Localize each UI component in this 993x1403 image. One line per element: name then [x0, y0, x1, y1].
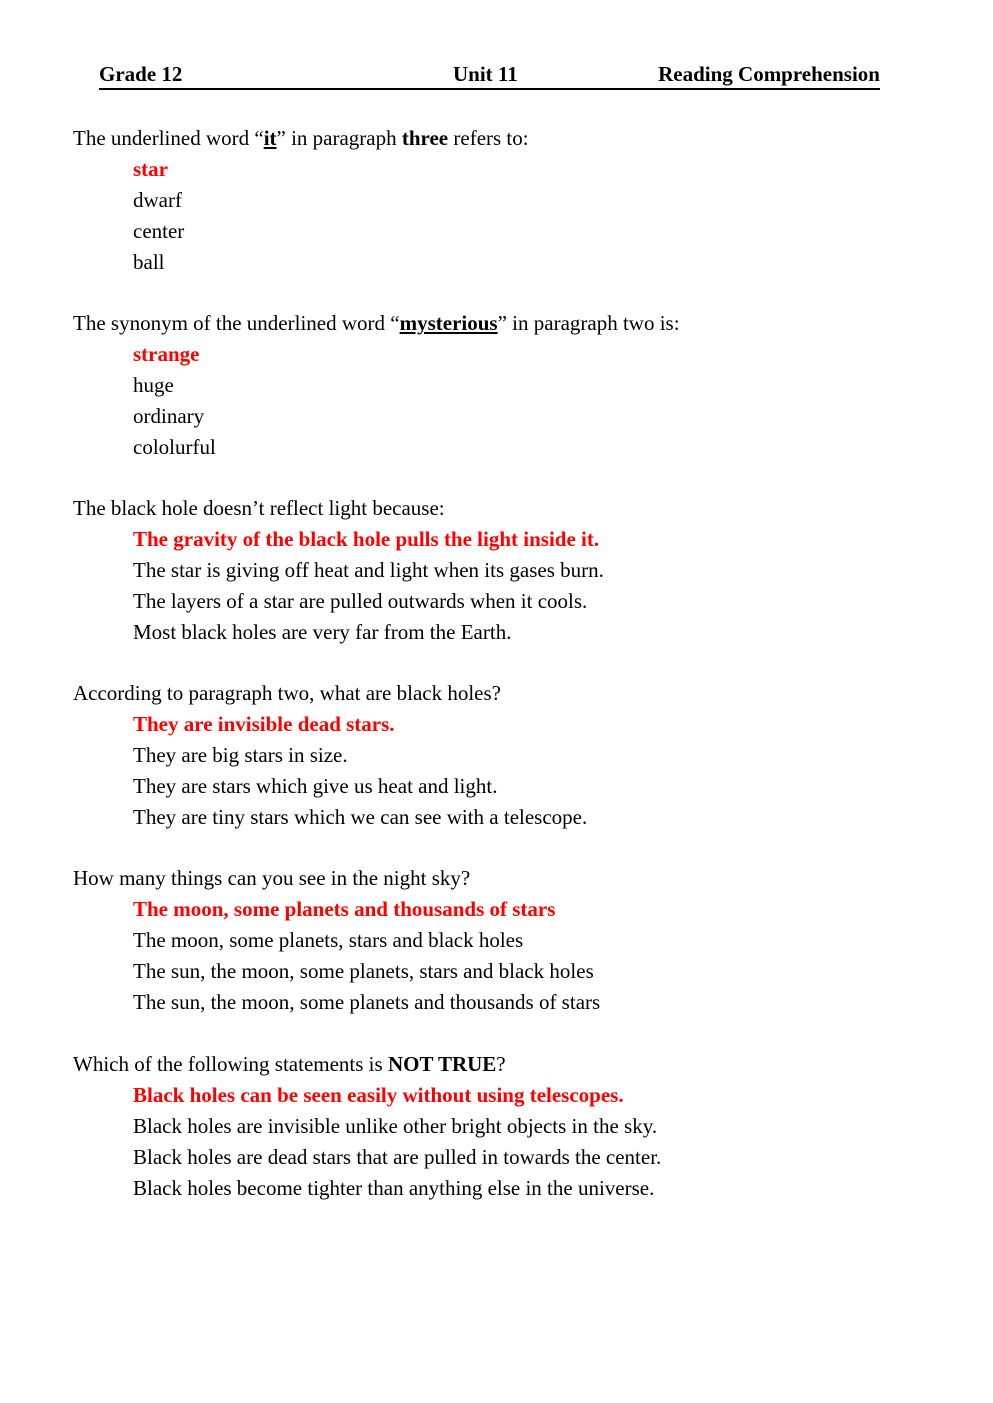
question-2 [73, 308, 933, 463]
bold-word: three [401, 126, 449, 150]
answer-option: Black holes are dead stars that are pulled in towards the center. [133, 1145, 662, 1169]
answer-option: The sun, the moon, some planets and thousands of stars [133, 990, 601, 1014]
answer-option: huge [133, 373, 174, 397]
correct-answer-option: strange [133, 342, 200, 366]
answer-option: They are big stars in size. [133, 743, 348, 767]
correct-answer-option: They are invisible dead stars. [133, 712, 395, 736]
question-6 [73, 1049, 933, 1204]
answer-option: ordinary [133, 404, 205, 428]
question-stem: According to paragraph two, what are black holes? [73, 681, 501, 705]
answer-option: The moon, some planets, stars and black holes [133, 928, 524, 952]
answer-option: The layers of a star are pulled outwards when it cools. [133, 589, 588, 613]
bold-phrase: NOT TRUE [387, 1052, 497, 1076]
question-3 [73, 493, 933, 648]
question-stem: Which of the following statements is NOT TRUE? [73, 1052, 506, 1076]
answer-option: The sun, the moon, some planets, stars and black holes [133, 959, 594, 983]
answer-option: Black holes are invisible unlike other bright objects in the sky. [133, 1114, 658, 1138]
answer-option: dwarf [133, 188, 182, 212]
document-header [99, 60, 880, 90]
underlined-word: mysterious [399, 311, 498, 335]
header-unit: Unit 11 [453, 62, 518, 86]
question-stem: How many things can you see in the night sky? [73, 866, 471, 890]
correct-answer-option: The gravity of the black hole pulls the light inside it. [133, 527, 600, 551]
answer-option: center [133, 219, 185, 243]
correct-answer-option: Black holes can be seen easily without using telescopes. [133, 1083, 624, 1107]
header-section: Reading Comprehension [658, 62, 880, 86]
answer-option: Most black holes are very far from the Earth. [133, 620, 512, 644]
header-grade: Grade 12 [99, 62, 183, 86]
correct-answer-option: The moon, some planets and thousands of stars [133, 897, 556, 921]
question-stem: The black hole doesn’t reflect light because: [73, 496, 445, 520]
answer-option: Black holes become tighter than anything else in the universe. [133, 1176, 655, 1200]
question-5 [73, 863, 933, 1018]
answer-option: cololurful [133, 435, 216, 459]
answer-option: ball [133, 250, 165, 274]
question-1 [73, 123, 933, 278]
question-stem: The synonym of the underlined word “mysterious” in paragraph two is: [73, 311, 680, 335]
correct-answer-option: star [133, 157, 168, 181]
answer-option: They are tiny stars which we can see with a telescope. [133, 805, 588, 829]
underlined-word: it [263, 126, 277, 150]
question-4 [73, 678, 933, 833]
question-stem: The underlined word “it” in paragraph three refers to: [73, 126, 529, 150]
answer-option: They are stars which give us heat and light. [133, 774, 498, 798]
answer-option: The star is giving off heat and light when its gases burn. [133, 558, 604, 582]
